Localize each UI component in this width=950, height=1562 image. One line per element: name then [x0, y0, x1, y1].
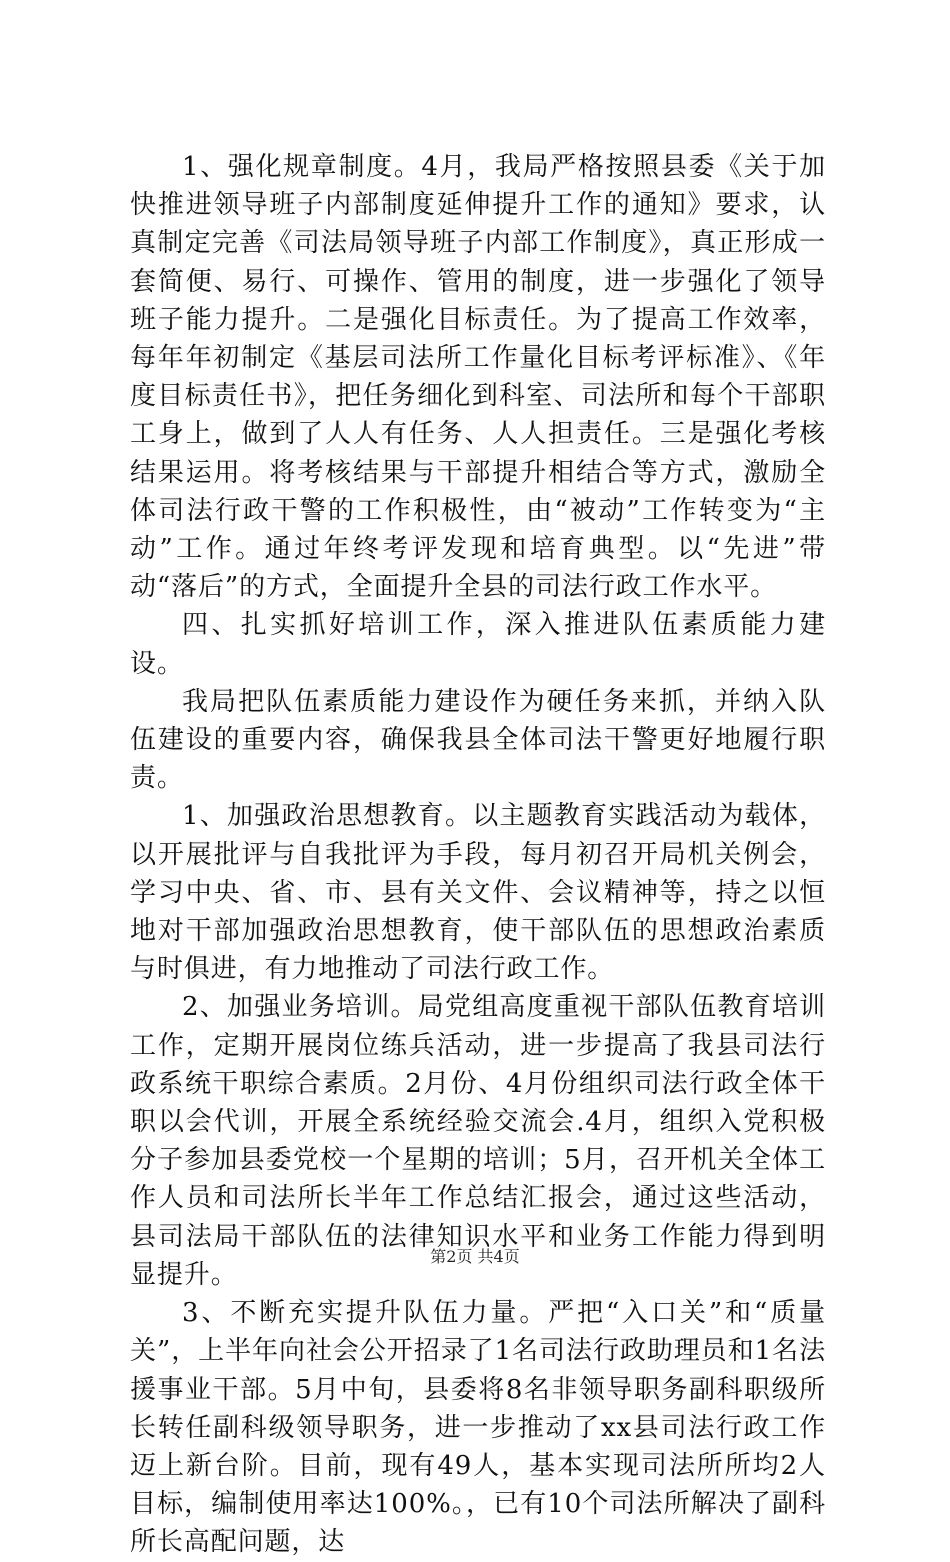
paragraph-4: 1、加强政治思想教育。以主题教育实践活动为载体，以开展批评与自我批评为手段，每月初召开局机关例会，学习中央、省、市、县有关文件、会议精神等，持之以恒地对干部加强政治思想教育，使干部队伍的思想政治素质与时俱进，有力地推动了司法行政工作。: [130, 801, 826, 985]
paragraph-2: 四、扎实抓好培训工作，深入推进队伍素质能力建设。: [130, 610, 826, 679]
paragraph-1: 1、强化规章制度。4月，我局严格按照县委《关于加快推进领导班子内部制度延伸提升工作的通知》要求，认真制定完善《司法局领导班子内部工作制度》，真正形成一套简便、易行、可操作、管用的制度，进一步强化了领导班子能力提升。二是强化目标责任。为了提高工作效率，每年年初制定《基层司法所工作量化目标考评标准》、《年度目标责任书》，把任务细化到科室、司法所和每个干部职工身上，做到了人人有任务、人人担责任。三是强化考核结果运用。将考核结果与干部提升相结合等方式，激励全体司法行政干警的工作积极性，由“被动”工作转变为“主动”工作。通过年终考评发现和培育典型。以“先进”带动“落后”的方式，全面提升全县的司法行政工作水平。: [130, 152, 826, 603]
page-footer: 第2页 共4页: [430, 1247, 520, 1266]
paragraph-6: 3、不断充实提升队伍力量。严把“入口关”和“质量关”，上半年向社会公开招录了1名司法行政助理员和1名法援事业干部。5月中旬，县委将8名非领导职务副科职级所长转任副科级领导职务，进一步推动了xx县司法行政工作迈上新台阶。目前，现有49人，基本实现司法所所均2人目标，编制使用率达100%。，已有10个司法所解决了副科所长高配问题，达: [130, 1298, 826, 1558]
paragraph-3: 我局把队伍素质能力建设作为硬任务来抓，并纳入队伍建设的重要内容，确保我县全体司法干警更好地履行职责。: [130, 686, 826, 794]
paragraph-5: 2、加强业务培训。局党组高度重视干部队伍教育培训工作，定期开展岗位练兵活动，进一步提高了我县司法行政系统干职综合素质。2月份、4月份组织司法行政全体干职以会代训，开展全系统经验交流会.4月，组织入党积极分子参加县委党校一个星期的培训；5月，召开机关全体工作人员和司法所长半年工作总结汇报会，通过这些活动，县司法局干部队伍的法律知识水平和业务工作能力得到明显提升。: [130, 992, 826, 1290]
document-body: [130, 148, 826, 1562]
